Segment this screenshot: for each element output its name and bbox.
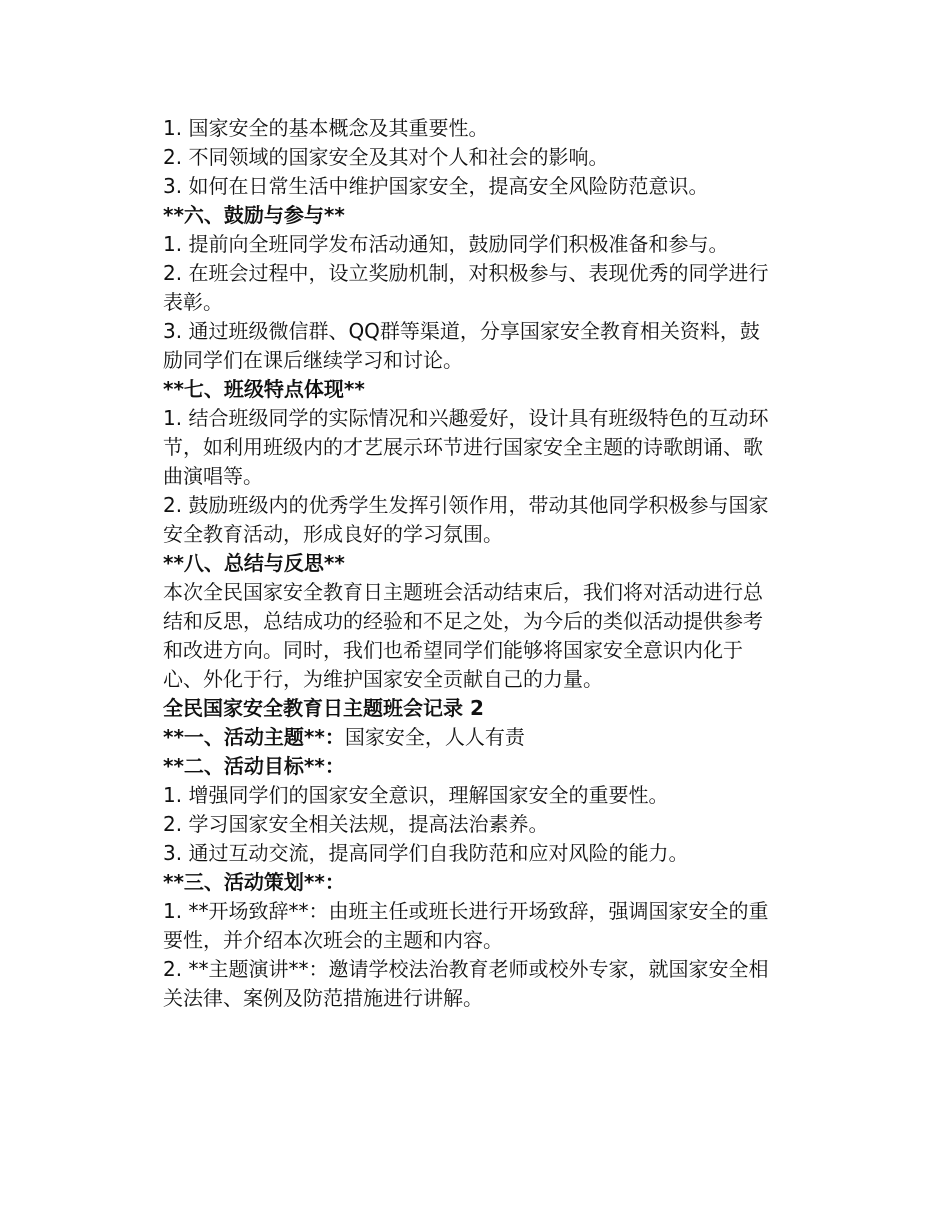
section-heading-7: **七、班级特点体现**	[163, 377, 365, 401]
theme-value: 国家安全，人人有责	[344, 725, 525, 749]
plan-item-1: 1. **开场致辞**：由班主任或班长进行开场致辞，强调国家安全的重要性，并介绍本次班会的主题和内容。	[163, 899, 769, 952]
section7-item-1: 1. 结合班级同学的实际情况和兴趣爱好，设计具有班级特色的互动环节，如利用班级内的才艺展示环节进行国家安全主题的诗歌朗诵、歌曲演唱等。	[163, 406, 769, 488]
section-heading-6: **六、鼓励与参与**	[163, 203, 345, 227]
section-heading-8: **八、总结与反思**	[163, 551, 345, 575]
section6-item-2: 2. 在班会过程中，设立奖励机制，对积极参与、表现优秀的同学进行表彰。	[163, 261, 769, 314]
goal-item-2: 2. 学习国家安全相关法规，提高法治素养。	[163, 812, 549, 836]
content-line-2: 2. 不同领域的国家安全及其对个人和社会的影响。	[163, 145, 609, 169]
section8-paragraph: 本次全民国家安全教育日主题班会活动结束后，我们将对活动进行总结和反思，总结成功的经验和不足之处，为今后的类似活动提供参考和改进方向。同时，我们也希望同学们能够将国家安全意识内化于心、外化于行，为维护国家安全贡献自己的力量。	[163, 580, 763, 691]
record-2-title: 全民国家安全教育日主题班会记录 2	[163, 696, 484, 720]
document-page	[163, 114, 775, 1013]
section6-item-3: 3. 通过班级微信群、QQ群等渠道，分享国家安全教育相关资料，鼓励同学们在课后继续学习和讨论。	[163, 319, 760, 372]
plan-item-2: 2. **主题演讲**：邀请学校法治教育老师或校外专家，就国家安全相关法律、案例及防范措施进行讲解。	[163, 957, 769, 1010]
plan-heading: **三、活动策划**：	[163, 870, 345, 894]
content-line-1: 1. 国家安全的基本概念及其重要性。	[163, 116, 489, 140]
goal-item-1: 1. 增强同学们的国家安全意识，理解国家安全的重要性。	[163, 783, 669, 807]
section6-item-1: 1. 提前向全班同学发布活动通知，鼓励同学们积极准备和参与。	[163, 232, 729, 256]
theme-label: **一、活动主题**：	[163, 725, 345, 749]
theme-line	[163, 723, 775, 752]
section7-item-2: 2. 鼓励班级内的优秀学生发挥引领作用，带动其他同学积极参与国家安全教育活动，形成良好的学习氛围。	[163, 493, 769, 546]
goals-heading: **二、活动目标**：	[163, 754, 345, 778]
goal-item-3: 3. 通过互动交流，提高同学们自我防范和应对风险的能力。	[163, 841, 689, 865]
content-line-3: 3. 如何在日常生活中维护国家安全，提高安全风险防范意识。	[163, 174, 709, 198]
